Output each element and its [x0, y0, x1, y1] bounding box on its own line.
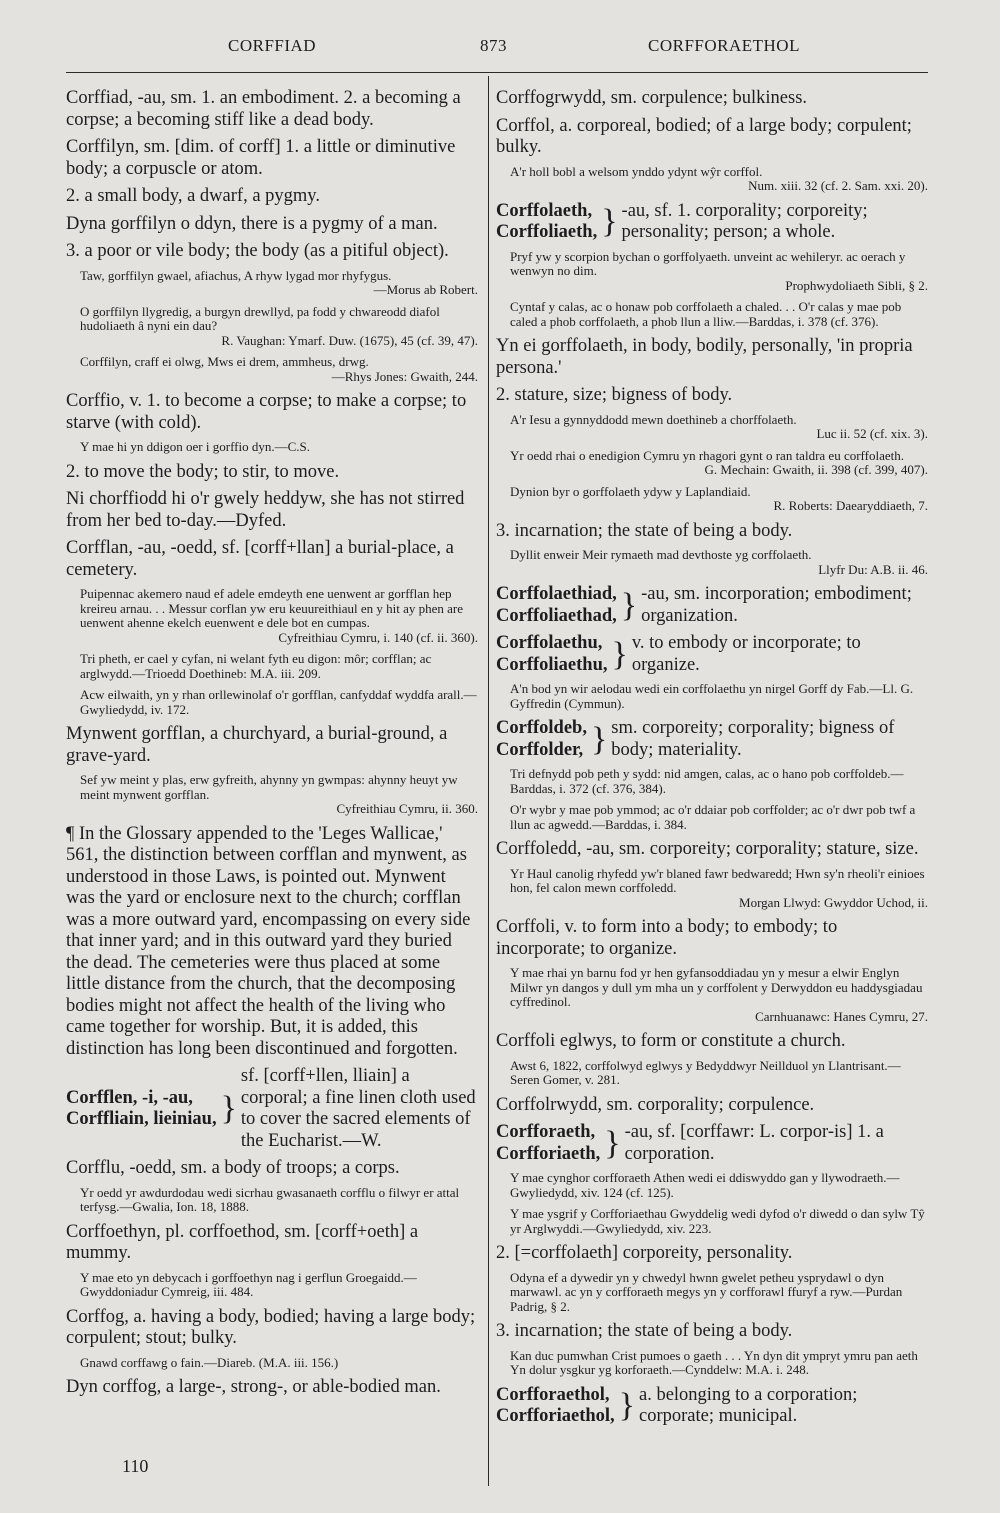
- headword-variant: Corffliain, lieiniau,: [66, 1109, 217, 1129]
- header-rule: [66, 72, 928, 73]
- paired-entry: [496, 718, 928, 761]
- dictionary-entry: Corffogrwydd, sm. corpulence; bulkiness.: [496, 88, 808, 108]
- quote-text: Kan duc pumwhan Crist pumoes o gaeth . . . Yn dyn dit ympryt ymru pan aeth Yn dolur ysgkur yg korforaeth.—Cynddelw: M.A. i. 248.: [510, 1347, 918, 1377]
- quote-text: O gorffilyn llygredig, a burgyn drewllyd, pa fodd y chwareodd diafol hudoliaeth â nyni ein dau?: [80, 303, 440, 333]
- page-header: [0, 36, 1000, 64]
- quote-source: Cyfreithiau Cymru, ii. 360.: [336, 801, 478, 816]
- dictionary-entry: Yn ei gorffolaeth, in body, bodily, personally, 'in propria persona.': [496, 336, 913, 378]
- quote-text: Cyntaf y calas, ac o honaw pob corffolaeth a chaled. . . O'r calas y mae pob caled a phob corffolaeth, a phob llun a lliw.—Barddas, i. 378 (cf. 376).: [510, 299, 902, 329]
- dictionary-entry: ¶ In the Glossary appended to the 'Leges Wallicae,' 561, the distinction between corfflan and mynwent, as understood in those Laws, is pointed out. Mynwent was the yard or enclosure next to the church; corfflan was a more outward yard, encompassing on every side that inner yard; and in this outward yard they buried the dead. The cemeteries were thus placed at some little distance from the church, that the decomposing bodies might not affect the health of the living who came together for worship. But, it is added, this distinction has long been discontinued and forgotten.: [66, 823, 471, 1059]
- dictionary-entry: 3. incarnation; the state of being a body.: [496, 1321, 793, 1341]
- citation-quote: [496, 1349, 928, 1378]
- paired-headwords: [66, 1088, 217, 1131]
- quote-text: Y mae ysgrif y Corfforiaethau Gwyddelig wedi dyfod o'r diwedd o dan sylw Tŷ yr Arglwyddi.—Gwyliedydd, xiv. 223.: [510, 1206, 925, 1236]
- quote-text: Gnawd corffawg o fain.—Diareb. (M.A. iii. 156.): [80, 1354, 339, 1370]
- quote-text: Sef yw meint y plas, erw gyfreith, ahynny yn gwmpas: ahynny heuyt yw meint mynwent gorfflan.: [80, 772, 458, 802]
- citation-quote: [496, 300, 928, 329]
- paired-headwords: [496, 633, 608, 676]
- headword: Corffolaethu,: [496, 633, 603, 653]
- dictionary-entry: Corfflu, -oedd, sm. a body of troops; a corps.: [66, 1158, 400, 1178]
- paired-headwords: [496, 718, 587, 761]
- dictionary-entry: Mynwent gorfflan, a churchyard, a burial-ground, a grave-yard.: [66, 724, 448, 766]
- quote-text: Tri pheth, er cael y cyfan, ni welant fyth eu digon: môr; corfflan; ac arglwydd.—Trioedd Doethineb: M.A. iii. 209.: [80, 651, 432, 681]
- quote-text: Y mae cynghor corfforaeth Athen wedi ei ddiswyddo gan y llywodraeth.—Gwyliedydd, xiv. 124 (cf. 125).: [510, 1170, 900, 1200]
- dictionary-entry: Corffio, v. 1. to become a corpse; to make a corpse; to starve (with cold).: [66, 391, 467, 433]
- quote-text: Pryf yw y scorpion bychan o gorffolyaeth. unveint ac wehileryr. ac oerach y wenwyn no dim.: [510, 248, 906, 278]
- paired-definition: sm. corporeity; corporality; bigness of body; materiality.: [611, 718, 895, 760]
- dictionary-entry: Dyna gorffilyn o ddyn, there is a pygmy of a man.: [66, 213, 438, 234]
- citation-quote: [496, 1059, 928, 1088]
- headword-variant: Corffoliaethu,: [496, 654, 608, 675]
- quote-source: Carnhuanawc: Hanes Cymru, 27.: [755, 1008, 928, 1024]
- citation-quote: [66, 587, 478, 645]
- paired-definition: sf. [corff+llen, lliain] a corporal; a fine linen cloth used to cover the sacred elements of the Eucharist.—W.: [240, 1066, 476, 1151]
- quote-text: O'r wybr y mae pob ymmod; ac o'r ddaiar pob corffolder; ac o'r dwr pob twf a llun ac agwedd.—Barddas, i. 384.: [510, 802, 916, 832]
- quote-text: Yr Haul canolig rhyfedd yw'r blaned fawr bedwaredd; Hwn sy'n rheoli'r einioes hon, fel calon mewn corffoledd.: [510, 865, 925, 895]
- paired-definition: v. to embody or incorporate; to organize.: [631, 633, 861, 675]
- brace-glyph: }: [220, 1090, 237, 1127]
- citation-quote: [496, 803, 928, 832]
- dictionary-entry: 2. a small body, a dwarf, a pygmy.: [66, 186, 320, 206]
- header-left-guideword: CORFFIAD: [228, 36, 317, 55]
- dictionary-entry: Corffoli, v. to form into a body; to embody; to incorporate; to organize.: [496, 917, 838, 959]
- headword: Corfforaethol,: [496, 1384, 610, 1405]
- citation-quote: [66, 1186, 478, 1215]
- dictionary-entry: 2. to move the body; to stir, to move.: [66, 461, 340, 482]
- quote-source: Morgan Llwyd: Gwyddor Uchod, ii.: [739, 894, 928, 910]
- headword: Corffolaeth,: [496, 200, 593, 221]
- dictionary-entry: 3. a poor or vile body; the body (as a pitiful object).: [66, 241, 449, 261]
- headword: Corfforaeth,: [496, 1122, 596, 1142]
- paired-entry: [66, 1066, 478, 1152]
- quote-text: Corffilyn, craff ei olwg, Mws ei drem, ammheus, drwg.: [80, 354, 369, 369]
- brace-glyph: }: [611, 635, 628, 673]
- column-divider: [488, 76, 489, 1486]
- quote-text: A'r Iesu a gynnyddodd mewn doethineb a chorffolaeth.: [510, 411, 797, 427]
- citation-quote: [496, 867, 928, 911]
- brace-glyph: }: [601, 203, 618, 240]
- quote-text: Awst 6, 1822, corffolwyd eglwys y Bedyddwyr Neillduol yn Llantrisant.—Seren Gomer, v. 281.: [510, 1057, 901, 1087]
- citation-quote: [66, 440, 478, 455]
- headword: Corffoldeb,: [496, 718, 587, 738]
- citation-quote: [66, 269, 478, 298]
- quote-text: Dyllit enweir Meir rymaeth mad devthoste yg corffolaeth.: [510, 547, 812, 562]
- paired-definition: -au, sm. incorporation; embodiment; organization.: [641, 584, 912, 626]
- page-number: 873: [480, 36, 507, 55]
- dictionary-entry: Corffoledd, -au, sm. corporeity; corporality; stature, size.: [496, 839, 919, 859]
- brace-glyph: }: [620, 586, 638, 624]
- dictionary-entry: Corffoli eglwys, to form or constitute a church.: [496, 1031, 846, 1051]
- paired-headwords: [496, 201, 597, 244]
- paired-entry: [496, 1385, 928, 1428]
- citation-quote: [496, 767, 928, 796]
- citation-quote: [496, 1207, 928, 1236]
- dictionary-entry: Corffolrwydd, sm. corporality; corpulence.: [496, 1094, 815, 1115]
- dictionary-entry: Corffiad, -au, sm. 1. an embodiment. 2. a becoming a corpse; a becoming stiff like a dead body.: [66, 88, 461, 130]
- quote-source: Num. xiii. 32 (cf. 2. Sam. xxi. 20).: [748, 178, 928, 193]
- quote-text: Odyna ef a dywedir yn y chwedyl hwnn gwelet petheu ysprydawl o dyn marwawl. ac yn y corfforaeth megys yn y corfforawl ffuryf a ryw.—Purdan Padrig, § 2.: [510, 1269, 903, 1314]
- dictionary-entry: Corffilyn, sm. [dim. of corff] 1. a little or diminutive body; a corpuscle or atom.: [66, 137, 456, 179]
- quote-text: Yr oedd rhai o enedigion Cymru yn rhagori gynt o ran taldra eu corffolaeth.: [510, 447, 904, 463]
- paired-headwords: [496, 1122, 600, 1165]
- citation-quote: [496, 682, 928, 711]
- paired-entry: [496, 633, 928, 676]
- headword-variant: Corffoliaeth,: [496, 222, 598, 242]
- citation-quote: [66, 305, 478, 349]
- paired-entry: [496, 1122, 928, 1165]
- dictionary-entry: Corffol, a. corporeal, bodied; of a large body; corpulent; bulky.: [496, 115, 912, 157]
- headword-variant: Corffoliaethad,: [496, 605, 617, 626]
- quote-source: R. Vaughan: Ymarf. Duw. (1675), 45 (cf. 39, 47).: [221, 332, 478, 348]
- paired-definition: -au, sf. 1. corporality; corporeity; personality; person; a whole.: [621, 200, 868, 242]
- quote-source: R. Roberts: Daearyddiaeth, 7.: [773, 498, 928, 513]
- citation-quote: [496, 485, 928, 514]
- quote-text: Taw, gorffilyn gwael, afiachus, A rhyw lygad mor rhyfygus.: [80, 267, 392, 283]
- paired-entry: [496, 201, 928, 244]
- quote-text: Acw eilwaith, yn y rhan orllewinolaf o'r gorfflan, canfyddaf wyddfa arall.—Gwyliedydd, iv. 172.: [80, 687, 477, 717]
- quote-text: A'r holl bobl a welsom ynddo ydynt wŷr corffol.: [510, 163, 763, 179]
- paired-headwords: [496, 1385, 615, 1428]
- citation-quote: [66, 773, 478, 817]
- quote-text: A'n bod yn wir aelodau wedi ein corffolaethu yn nirgel Gorff dy Fab.—Ll. G. Gyffredin (Cymmun).: [510, 681, 914, 711]
- quote-text: Y mae rhai yn barnu fod yr hen gyfansoddiadau yn y mesur a elwir Englyn Milwr yn dangos y dull ym mha un y corffolent y Derwyddon eu haddysgiadau cyffredinol.: [510, 965, 923, 1009]
- right-column: [496, 88, 928, 1493]
- quote-text: Tri defnydd pob peth y sydd: nid amgen, calas, ac o hano pob corffoldeb.—Barddas, i. 372 (cf. 376, 384).: [510, 766, 904, 796]
- quote-source: —Morus ab Robert.: [373, 282, 478, 297]
- signature-mark: 110: [122, 1456, 149, 1476]
- paired-definition: a. belonging to a corporation; corporate; municipal.: [639, 1384, 858, 1426]
- dictionary-entry: 2. stature, size; bigness of body.: [496, 385, 733, 405]
- brace-glyph: }: [604, 1124, 621, 1162]
- paired-headwords: [496, 584, 617, 627]
- quote-source: Luc ii. 52 (cf. xix. 3).: [816, 426, 928, 441]
- quote-source: Cyfreithiau Cymru, i. 140 (cf. ii. 360).: [278, 629, 478, 645]
- citation-quote: [66, 688, 478, 717]
- headword: Corfflen, -i, -au,: [66, 1087, 193, 1108]
- quote-text: Dynion byr o gorffolaeth ydyw y Laplandiaid.: [510, 483, 751, 499]
- citation-quote: [496, 250, 928, 294]
- headword: Corffolaethiad,: [496, 584, 617, 604]
- citation-quote: [496, 165, 928, 194]
- dictionary-entry: 2. [=corffolaeth] corporeity, personality.: [496, 1243, 793, 1263]
- citation-quote: [66, 1356, 478, 1371]
- dictionary-entry: 3. incarnation; the state of being a body.: [496, 520, 793, 541]
- citation-quote: [496, 413, 928, 442]
- quote-source: Llyfr Du: A.B. ii. 46.: [818, 561, 928, 577]
- headword-variant: Corfforiaeth,: [496, 1143, 601, 1164]
- dictionary-entry: Corfflan, -au, -oedd, sf. [corff+llan] a burial-place, a cemetery.: [66, 538, 454, 580]
- headword-variant: Corffolder,: [496, 739, 584, 760]
- citation-quote: [496, 1171, 928, 1200]
- quote-text: Y mae hi yn ddigon oer i gorffio dyn.—C.S.: [80, 439, 311, 454]
- quote-text: Yr oedd yr awdurdodau wedi sicrhau gwasanaeth corfflu o filwyr er attal terfysg.—Gwalia, Ion. 18, 1888.: [80, 1184, 460, 1214]
- quote-source: Prophwydoliaeth Sibli, § 2.: [785, 277, 928, 293]
- citation-quote: [496, 548, 928, 577]
- quote-source: G. Mechain: Gwaith, ii. 398 (cf. 399, 407).: [704, 462, 928, 477]
- citation-quote: [496, 1271, 928, 1315]
- dictionary-entry: Dyn corffog, a large-, strong-, or able-bodied man.: [66, 1377, 441, 1397]
- brace-glyph: }: [590, 720, 608, 758]
- headword-variant: Corfforiaethol,: [496, 1406, 615, 1426]
- citation-quote: [496, 449, 928, 478]
- quote-text: Puipennac akemero naud ef adele emdeyth ene uenwent ar gorfflan hep kreireu arnau. . . Messur corflan yw eru keuureithiaul en y hit ay phen are uenwent ahenne ekelch euenwent e dele bot en cumpas.: [80, 586, 463, 630]
- citation-quote: [66, 1271, 478, 1300]
- quote-text: Y mae eto yn debycach i gorffoethyn nag i gerflun Groegaidd.—Gwyddoniadur Cymreig, iii. 484.: [80, 1269, 417, 1299]
- header-right-guideword: CORFFORAETHOL: [648, 36, 800, 55]
- brace-glyph: }: [618, 1387, 635, 1424]
- citation-quote: [66, 355, 478, 384]
- paired-entry: [496, 584, 928, 627]
- dictionary-entry: Ni chorffiodd hi o'r gwely heddyw, she has not stirred from her bed to-day.—Dyfed.: [66, 489, 465, 531]
- left-column: [66, 88, 478, 1498]
- citation-quote: [496, 966, 928, 1024]
- paired-definition: -au, sf. [corffawr: L. corpor-is] 1. a corporation.: [624, 1122, 884, 1164]
- citation-quote: [66, 652, 478, 681]
- dictionary-entry: Corffog, a. having a body, bodied; having a large body; corpulent; stout; bulky.: [66, 1306, 476, 1348]
- quote-source: —Rhys Jones: Gwaith, 244.: [331, 368, 478, 384]
- dictionary-entry: Corffoethyn, pl. corffoethod, sm. [corff+oeth] a mummy.: [66, 1221, 419, 1263]
